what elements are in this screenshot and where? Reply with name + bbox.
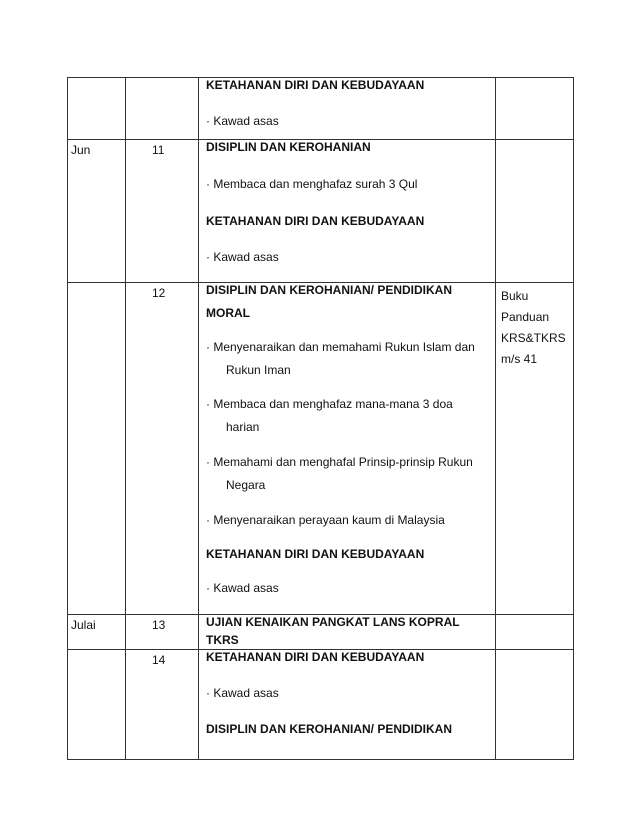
table-row <box>68 650 574 760</box>
month-cell: Jun <box>68 140 126 283</box>
activity-cell <box>199 140 496 283</box>
section-heading <box>206 140 489 154</box>
activity-item-text: · Kawad asas <box>206 250 279 264</box>
week-cell: 13 <box>126 615 199 650</box>
activity-item <box>206 177 489 191</box>
week-cell: 11 <box>126 140 199 283</box>
section-heading-text: DISIPLIN DAN KEROHANIAN/ PENDIDIKAN <box>206 722 453 736</box>
section-heading-text: KETAHANAN DIRI DAN KEBUDAYAAN <box>206 547 425 561</box>
activity-cell <box>199 615 496 650</box>
activity-cell <box>199 78 496 140</box>
table-row <box>68 615 574 650</box>
section-heading-continuation: TKRS <box>206 633 239 647</box>
activity-item-text: · Membaca dan menghafaz mana-mana 3 doa <box>206 397 453 411</box>
activity-item <box>206 397 489 434</box>
activity-item <box>206 581 489 595</box>
month-cell <box>68 78 126 140</box>
week-cell <box>126 78 199 140</box>
activity-item-continuation: harian <box>226 420 260 434</box>
activity-cell <box>199 283 496 615</box>
section-heading <box>206 214 489 228</box>
reference-cell <box>496 140 574 283</box>
week-cell: 12 <box>126 283 199 615</box>
activity-item-text: · Menyenaraikan perayaan kaum di Malaysia <box>206 513 445 527</box>
section-heading-text: DISIPLIN DAN KEROHANIAN <box>206 140 371 154</box>
table-row <box>68 140 574 283</box>
reference-cell <box>496 615 574 650</box>
section-heading-text: KETAHANAN DIRI DAN KEBUDAYAAN <box>206 650 425 664</box>
activity-item-text: · Kawad asas <box>206 114 279 128</box>
activity-item <box>206 455 489 492</box>
reference-cell <box>496 283 574 615</box>
section-heading <box>206 722 489 736</box>
reference-line: KRS&TKRS <box>501 331 566 345</box>
activity-item-continuation: Rukun Iman <box>226 363 291 377</box>
activity-item <box>206 686 489 700</box>
table-row <box>68 283 574 615</box>
month-cell <box>68 283 126 615</box>
activity-item-text: · Menyenaraikan dan memahami Rukun Islam dan <box>206 340 475 354</box>
section-heading <box>206 615 489 647</box>
section-heading <box>206 78 489 92</box>
section-heading-continuation: MORAL <box>206 306 250 320</box>
activity-item <box>206 250 489 264</box>
activity-item <box>206 340 489 377</box>
activity-item <box>206 114 489 128</box>
section-heading <box>206 283 489 320</box>
reference-line: Panduan <box>501 310 550 324</box>
activity-item-text: · Kawad asas <box>206 686 279 700</box>
reference-line: Buku <box>501 289 529 303</box>
section-heading-text: UJIAN KENAIKAN PANGKAT LANS KOPRAL <box>206 615 460 629</box>
table-row <box>68 78 574 140</box>
month-cell <box>68 650 126 760</box>
section-heading-text: KETAHANAN DIRI DAN KEBUDAYAAN <box>206 214 425 228</box>
reference-cell <box>496 78 574 140</box>
activity-item-text: · Membaca dan menghafaz surah 3 Qul <box>206 177 418 191</box>
week-cell: 14 <box>126 650 199 760</box>
schedule-table-body <box>68 78 574 760</box>
activity-item-continuation: Negara <box>226 478 266 492</box>
schedule-table <box>67 77 574 760</box>
section-heading-text: DISIPLIN DAN KEROHANIAN/ PENDIDIKAN <box>206 283 453 297</box>
activity-cell <box>199 650 496 760</box>
section-heading-text: KETAHANAN DIRI DAN KEBUDAYAAN <box>206 78 425 92</box>
activity-item-text: · Memahami dan menghafal Prinsip-prinsip Rukun <box>206 455 473 469</box>
activity-item-text: · Kawad asas <box>206 581 279 595</box>
activity-item <box>206 513 489 527</box>
section-heading <box>206 547 489 561</box>
section-heading <box>206 650 489 664</box>
reference-cell <box>496 650 574 760</box>
reference-line: m/s 41 <box>501 352 538 366</box>
month-cell: Julai <box>68 615 126 650</box>
